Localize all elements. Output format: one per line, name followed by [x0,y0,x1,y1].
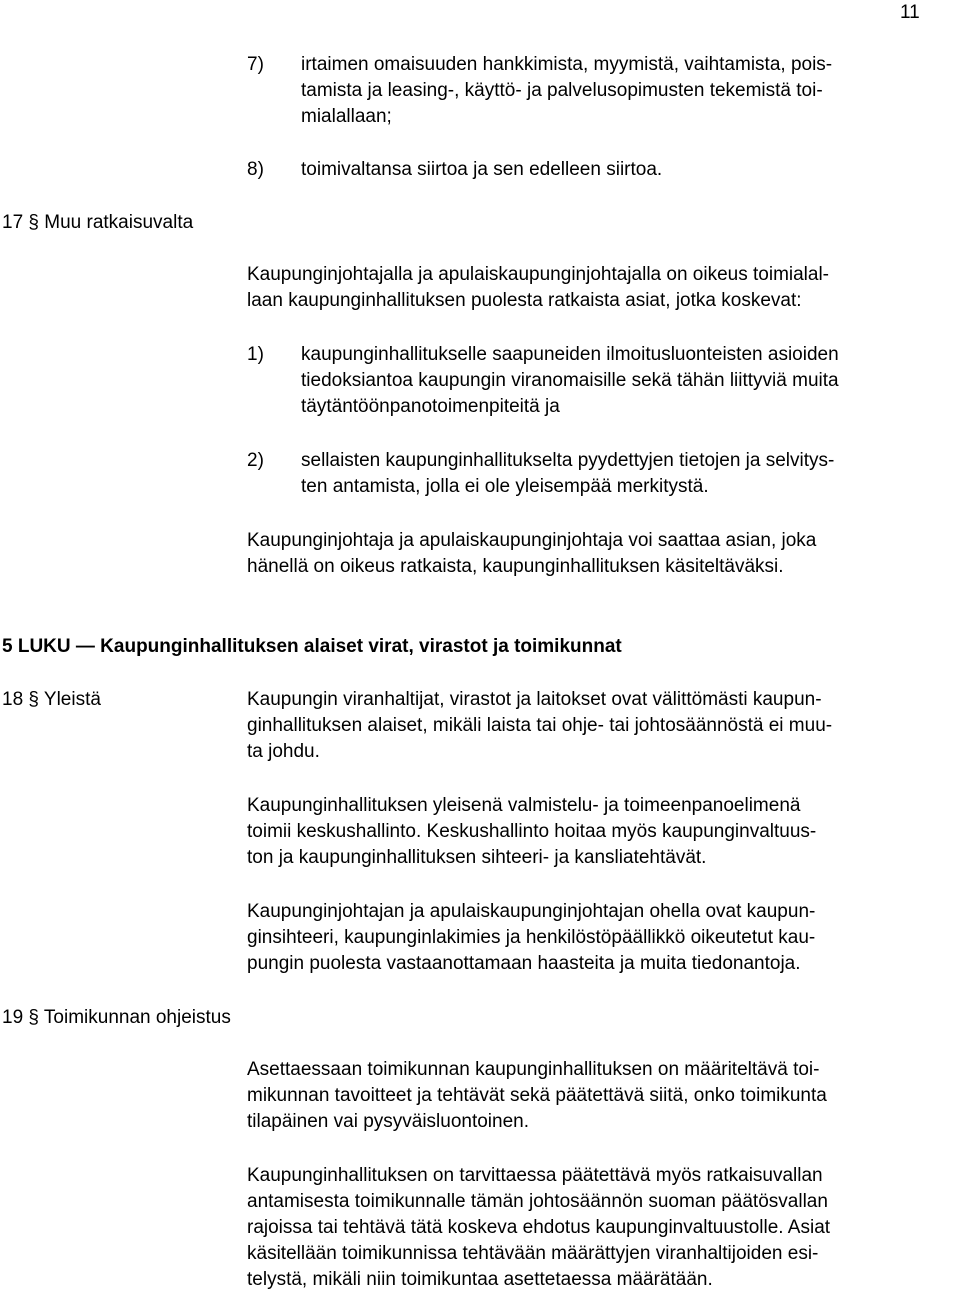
section-19-para-2 [247,1163,956,1293]
section-18-para-1 [247,687,956,765]
chapter-heading: 5 LUKU ― Kaupunginhallituksen alaiset virat, virastot ja toimikunnat [2,636,622,657]
text-line: mialallaan; [301,106,392,127]
text-line: irtaimen omaisuuden hankkimista, myymistä, vaihtamista, pois- [301,54,833,75]
section-18-para-2 [247,793,956,871]
page-number: 11 [900,2,920,23]
section-18-para-3 [247,899,956,977]
section-17-intro [247,262,956,314]
text-line: Kaupunginjohtajalla ja apulaiskaupunginjohtajalla on oikeus toimialal- [247,264,830,285]
text-line: ta johdu. [247,741,320,762]
section-17-label: 17 § Muu ratkaisuvalta [2,212,194,233]
section-19-para-1 [247,1057,956,1135]
section-17-item-1 [301,342,957,420]
list-item-number: 2) [247,450,264,471]
section-17-item-2 [301,448,957,500]
text-line: mikunnan tavoitteet ja tehtävät sekä päätettävä siitä, onko toimikunta [247,1085,827,1106]
text-line: Asettaessaan toimikunnan kaupunginhallituksen on määriteltävä toi- [247,1059,820,1080]
text-line: tilapäinen vai pysyväisluontoinen. [247,1111,530,1132]
section-18-label: 18 § Yleistä [2,689,101,710]
text-line: ton ja kaupunginhallituksen sihteeri- ja kansliatehtävät. [247,847,707,868]
list-item-number: 8) [247,159,264,180]
text-line: Kaupungin viranhaltijat, virastot ja laitokset ovat välittömästi kaupun- [247,689,822,710]
text-line: ten antamista, jolla ei ole yleisempää merkitystä. [301,476,709,497]
section-17-closing [247,528,956,580]
text-line: täytäntöönpanotoimenpiteitä ja [301,396,560,417]
text-line: tiedoksiantoa kaupungin viranomaisille sekä tähän liittyviä muita [301,370,839,391]
text-line: pungin puolesta vastaanottamaan haasteita ja muita tiedonantoja. [247,953,801,974]
section-19-label: 19 § Toimikunnan ohjeistus [2,1007,231,1028]
text-line: laan kaupunginhallituksen puolesta ratkaista asiat, jotka koskevat: [247,290,802,311]
text-line: Kaupunginhallituksen on tarvittaessa päätettävä myös ratkaisuvallan [247,1165,823,1186]
text-line: telystä, mikäli niin toimikuntaa asettetaessa määrätään. [247,1269,713,1290]
text-line: ginhallituksen alaiset, mikäli laista tai ohje- tai johtosäännöstä ei muu- [247,715,833,736]
text-line: toimii keskushallinto. Keskushallinto hoitaa myös kaupunginvaltuus- [247,821,817,842]
text-line: sellaisten kaupunginhallitukselta pyydettyjen tietojen ja selvitys- [301,450,835,471]
text-line: antamisesta toimikunnalle tämän johtosäännön suoman päätösvallan [247,1191,828,1212]
text-line: käsitellään toimikunnissa tehtävään määrättyjen viranhaltijoiden esi- [247,1243,819,1264]
text-line: ginsihteeri, kaupunginlakimies ja henkilöstöpäällikkö oikeutetut kau- [247,927,816,948]
list-item-number: 1) [247,344,264,365]
text-line: Kaupunginjohtaja ja apulaiskaupunginjohtaja voi saattaa asian, joka [247,530,817,551]
text-line: Kaupunginhallituksen yleisenä valmistelu- ja toimeenpanoelimenä [247,795,801,816]
text-line: kaupunginhallitukselle saapuneiden ilmoitusluonteisten asioiden [301,344,839,365]
text-line: Kaupunginjohtajan ja apulaiskaupunginjohtajan ohella ovat kaupun- [247,901,816,922]
list-item-7 [301,52,957,130]
text-line: rajoissa tai tehtävä tätä koskeva ehdotus kaupunginvaltuustolle. Asiat [247,1217,831,1238]
text-line: tamista ja leasing-, käyttö- ja palvelusopimusten tekemistä toi- [301,80,823,101]
list-item-8: toimivaltansa siirtoa ja sen edelleen siirtoa. [301,159,663,180]
text-line: hänellä on oikeus ratkaista, kaupunginhallituksen käsiteltäväksi. [247,556,784,577]
list-item-number: 7) [247,54,264,75]
